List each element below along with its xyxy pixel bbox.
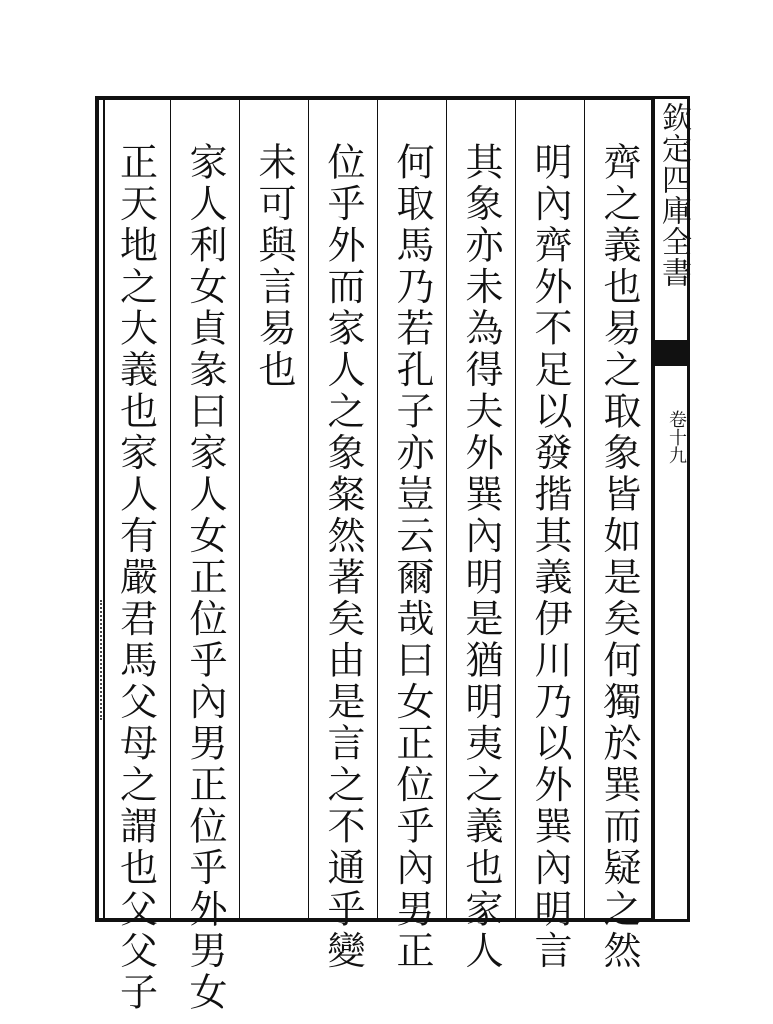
column-8 — [101, 100, 170, 1014]
column-5 — [308, 100, 377, 972]
margin-black-block — [655, 340, 690, 366]
column-3 — [446, 100, 515, 972]
column-text: 齊之義也易之取象皆如是矣何獨於巽而疑之然 — [597, 142, 641, 972]
margin-volume: 卷十九 — [666, 410, 687, 464]
column-text: 位乎外而家人之象粲然著矣由是言之不通乎變 — [321, 142, 365, 972]
column-4 — [377, 100, 446, 972]
column-text: 其象亦未為得夫外巽內明是猶明夷之義也家人 — [459, 142, 503, 972]
column-text: 明內齊外不足以發揩其義伊川乃以外巽內明言 — [528, 142, 572, 972]
column-7 — [170, 100, 239, 1014]
column-6 — [239, 100, 308, 918]
column-text: 未可與言易也 — [252, 142, 296, 391]
text-columns — [101, 100, 653, 1014]
column-2 — [515, 100, 584, 972]
margin-title: 欽定四庫全書 — [656, 102, 691, 288]
column-text: 家人利女貞彖曰家人女正位乎內男正位乎外男女 — [183, 142, 227, 1014]
column-text: 何取馬乃若孔子亦豈云爾哉曰女正位乎內男正 — [390, 142, 434, 972]
column-text: 正天地之大義也家人有嚴君馬父母之謂也父父子 — [113, 142, 158, 1014]
column-1 — [584, 100, 653, 972]
